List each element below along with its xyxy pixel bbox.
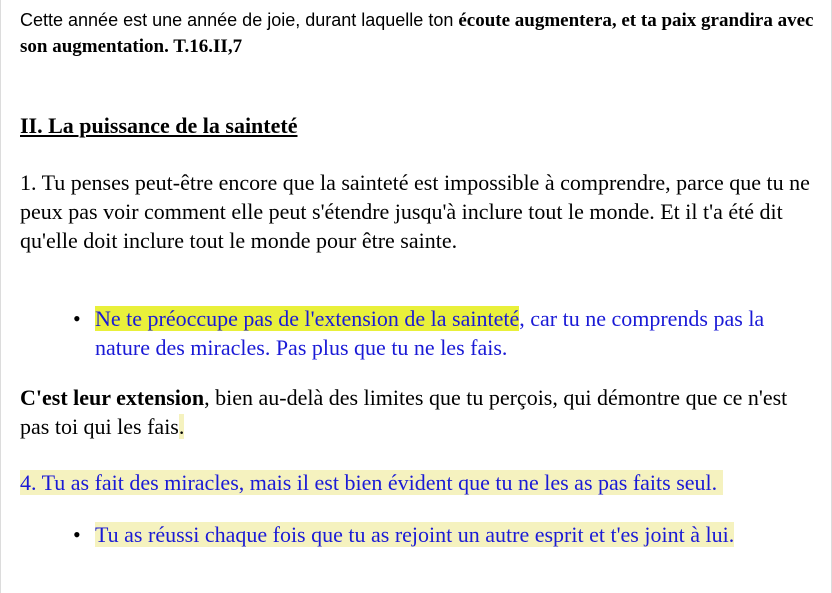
highlighted-phrase: Ne te préoccupe pas de l'extension de la sainteté — [95, 306, 520, 331]
paragraph-2-end: . — [178, 414, 185, 439]
bullet-2-text — [95, 520, 815, 549]
intro-plain-text: Cette année est une année de joie, durant laquelle ton — [20, 10, 459, 30]
bullet-item-1 — [73, 304, 813, 364]
bullet-2-highlighted: Tu as réussi chaque fois que tu as rejoint un autre esprit et t'es joint à lui. — [95, 522, 735, 547]
bullet-1-rest: , car tu ne comprends pas la nature des miracles. Pas plus que tu ne les fais. — [95, 306, 765, 360]
paragraph-2 — [20, 383, 820, 441]
intro-bold-text: écoute augmentera, et ta paix grandira avec son augmentation. T.16.II,7 — [20, 10, 814, 57]
paragraph-2-rest: , bien au-delà des limites que tu perçois, qui démontre que ce n'est pas toi qui les fais — [20, 385, 788, 439]
bullet-marker: • — [73, 306, 81, 331]
paragraph-3 — [20, 468, 810, 497]
paragraph-1: 1. Tu penses peut-être encore que la sainteté est impossible à comprendre, parce que tu ne peux pas voir comment elle peut s'étendre jusqu'à inclure tout le monde. Et il t'a été dit qu'elle doit inclure tout le monde pour être sainte. — [20, 170, 810, 253]
paragraph-3-text: 4. Tu as fait des miracles, mais il est bien évident que tu ne les as pas faits seul. — [20, 470, 723, 495]
bullet-item-2 — [73, 520, 813, 552]
section-title: II. La puissance de la sainteté — [20, 113, 298, 138]
intro-quote — [20, 7, 820, 60]
bullet-1-text — [95, 304, 815, 362]
paragraph-2-bold: C'est leur extension — [20, 385, 205, 410]
bullet-marker: • — [73, 522, 81, 547]
